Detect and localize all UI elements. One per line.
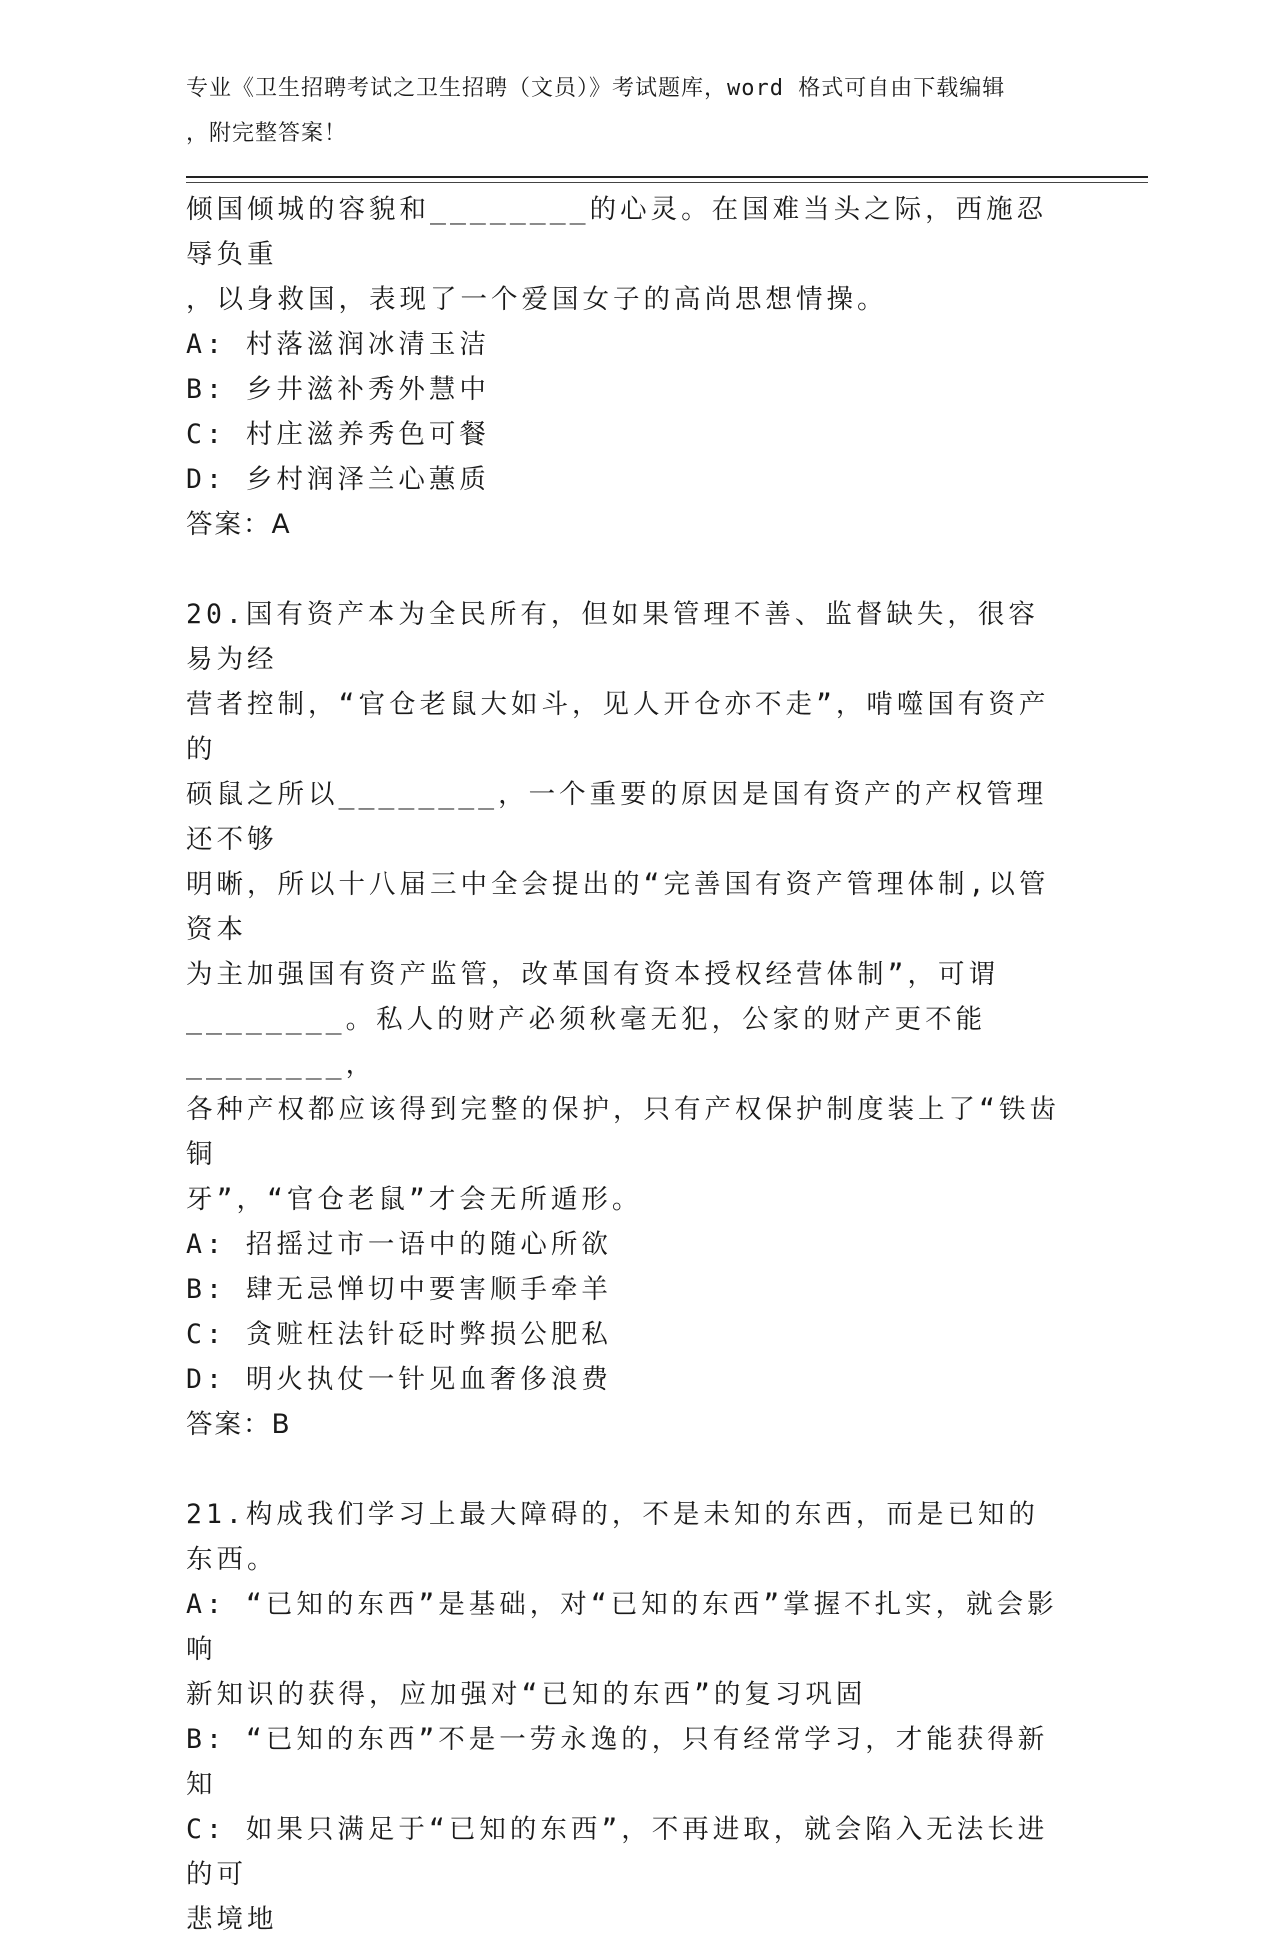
question-stem-line: 20.国有资产本为全民所有，但如果管理不善、监督缺失，很容易为经	[186, 599, 1039, 675]
question-stem-line: ，以身救国，表现了一个爱国女子的高尚思想情操。	[186, 284, 888, 315]
question-list	[186, 187, 1066, 1942]
question-stem-line: 牙”，“官仓老鼠”才会无所遁形。	[186, 1184, 643, 1215]
question-stem-line: 明晰，所以十八届三中全会提出的“完善国有资产管理体制,以管资本	[186, 869, 1050, 945]
option-c: C: 村庄滋养秀色可餐	[186, 419, 490, 450]
option-d: D: 明火执仗一针见血奢侈浪费	[186, 1364, 612, 1395]
option-c: C: 如果只满足于“已知的东西”，不再进取，就会陷入无法长进的可	[186, 1814, 1049, 1890]
header-divider-thin	[186, 182, 1148, 183]
option-c: C: 贪赃枉法针砭时弊损公肥私	[186, 1319, 612, 1350]
option-d: D: 乡村润泽兰心蕙质	[186, 464, 490, 495]
option-a-continued: 新知识的获得，应加强对“已知的东西”的复习巩固	[186, 1679, 867, 1710]
spacer	[186, 547, 1066, 592]
spacer	[186, 1447, 1066, 1492]
question-stem-line: 为主加强国有资产监管，改革国有资本授权经营体制”，可谓	[186, 959, 999, 990]
option-b: B: “已知的东西”不是一劳永逸的，只有经常学习，才能获得新知	[186, 1724, 1049, 1800]
question-20	[186, 592, 1066, 1447]
question-stem-line: ________。私人的财产必须秋毫无犯，公家的财产更不能________，	[186, 1004, 987, 1080]
option-a: A: 村落滋润冰清玉洁	[186, 329, 490, 360]
option-a: A: “已知的东西”是基础，对“已知的东西”掌握不扎实，就会影响	[186, 1589, 1058, 1665]
document-header	[186, 72, 1066, 162]
question-stem-line: 倾国倾城的容貌和________的心灵。在国难当头之际，西施忍辱负重	[186, 194, 1048, 270]
option-b: B: 乡井滋补秀外慧中	[186, 374, 490, 405]
question-stem-line: 营者控制，“官仓老鼠大如斗，见人开仓亦不走”，啃噬国有资产的	[186, 689, 1050, 765]
question-21	[186, 1492, 1066, 1942]
header-line: 专业《卫生招聘考试之卫生招聘（文员）》考试题库，word 格式可自由下载编辑	[186, 76, 1006, 101]
header-divider-thick	[186, 176, 1148, 178]
question-stem-line: 各种产权都应该得到完整的保护，只有产权保护制度装上了“铁齿铜	[186, 1094, 1060, 1170]
option-b: B: 肆无忌惮切中要害顺手牵羊	[186, 1274, 612, 1305]
question-19	[186, 187, 1066, 547]
option-c-continued: 悲境地	[186, 1904, 278, 1935]
header-line: ，附完整答案！	[186, 121, 348, 146]
option-a: A: 招摇过市一语中的随心所欲	[186, 1229, 612, 1260]
question-stem-line: 21.构成我们学习上最大障碍的，不是未知的东西，而是已知的东西。	[186, 1499, 1039, 1575]
answer-line: 答案：A	[186, 509, 292, 540]
question-stem-line: 硕鼠之所以________，一个重要的原因是国有资产的产权管理还不够	[186, 779, 1048, 855]
answer-line: 答案：B	[186, 1409, 292, 1440]
